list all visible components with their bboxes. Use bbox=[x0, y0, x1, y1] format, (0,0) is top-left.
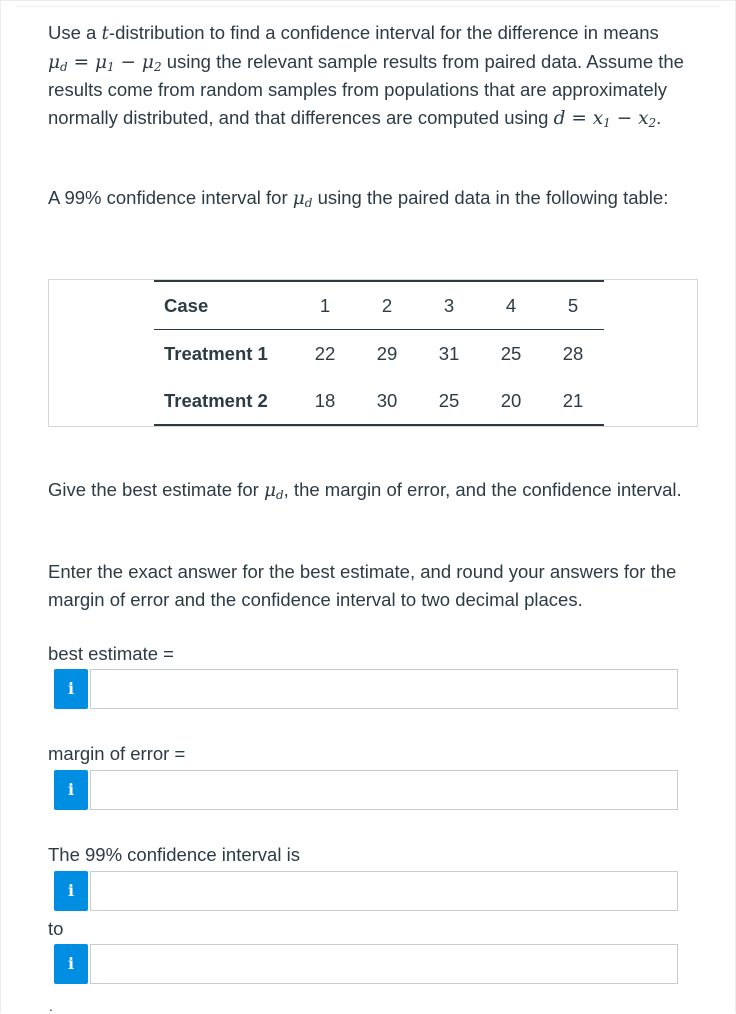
row-label: Treatment 1 bbox=[164, 342, 268, 364]
equals-sign: = bbox=[565, 107, 593, 129]
case-number: 4 bbox=[480, 281, 542, 330]
best-estimate-input[interactable] bbox=[90, 669, 678, 709]
best-estimate-answer bbox=[54, 669, 678, 709]
estimate-text-b: , the margin of error, and the confidence interval. bbox=[283, 479, 682, 500]
mu-glyph: μ bbox=[263, 480, 276, 501]
table-cell: 30 bbox=[356, 377, 418, 425]
case-number: 3 bbox=[418, 281, 480, 330]
trailing-period: . bbox=[49, 998, 53, 1014]
to-label: to bbox=[48, 918, 64, 939]
table-cell: 22 bbox=[314, 342, 336, 364]
info-icon[interactable]: i bbox=[54, 770, 88, 810]
question-intro bbox=[48, 19, 708, 132]
mu-d-symbol bbox=[264, 480, 284, 501]
ci-lower-answer bbox=[54, 871, 678, 911]
table-cell: 25 bbox=[500, 342, 522, 364]
mu-glyph: μ bbox=[292, 188, 305, 209]
table-cell: 29 bbox=[376, 342, 398, 364]
one-subscript: 1 bbox=[107, 59, 115, 74]
two-subscript: 2 bbox=[648, 115, 657, 130]
period: . bbox=[656, 106, 662, 128]
info-icon[interactable]: i bbox=[54, 871, 88, 911]
top-divider bbox=[16, 6, 720, 7]
mu-glyph: μ bbox=[94, 51, 108, 73]
d-subscript: d bbox=[304, 196, 313, 210]
table-header-row bbox=[154, 281, 604, 330]
ci-upper-input[interactable] bbox=[90, 944, 678, 984]
case-number: 2 bbox=[356, 281, 418, 330]
d-subscript: d bbox=[275, 488, 284, 502]
margin-of-error-label: margin of error = bbox=[48, 743, 186, 764]
case-header: Case bbox=[154, 281, 294, 330]
d-subscript: d bbox=[60, 59, 68, 74]
t-symbol: t bbox=[101, 23, 109, 44]
x-glyph: x bbox=[638, 107, 649, 129]
ci-text-b: using the paired data in the following table: bbox=[312, 187, 669, 208]
intro-text-b: -distribution to find a confidence interval for the difference in means bbox=[108, 22, 659, 43]
ci-upper-answer bbox=[54, 944, 678, 984]
estimate-text-a: Give the best estimate for bbox=[48, 479, 264, 500]
margin-of-error-answer bbox=[54, 770, 678, 810]
case-number: 5 bbox=[542, 281, 604, 330]
rounding-instructions: Enter the exact answer for the best estimate, and round your answers for the margin of error and the confidence interval to two decimal places. bbox=[48, 561, 677, 610]
table-cell: 21 bbox=[542, 377, 604, 425]
mu-d-symbol bbox=[48, 52, 68, 73]
table-row bbox=[154, 330, 604, 378]
intro-text-c: using the relevant sample results from paired data. Assume the results come from random samples from populations that are approximately normally distributed, and that differences are computed using bbox=[48, 50, 684, 128]
mu-1-symbol bbox=[95, 52, 115, 73]
minus-sign: − bbox=[114, 51, 142, 73]
table-cell: 25 bbox=[418, 377, 480, 425]
paired-data-table-box bbox=[48, 279, 698, 427]
estimate-prompt bbox=[48, 476, 708, 505]
two-subscript: 2 bbox=[153, 59, 162, 74]
ci-text-a: A 99% confidence interval for bbox=[48, 187, 293, 208]
one-subscript: 1 bbox=[603, 115, 611, 130]
table-cell: 18 bbox=[294, 377, 356, 425]
mu-glyph: μ bbox=[141, 51, 154, 73]
table-row bbox=[154, 377, 604, 425]
mu-d-symbol bbox=[293, 188, 313, 209]
table-cell: 28 bbox=[562, 342, 584, 364]
equals-sign: = bbox=[67, 51, 95, 73]
ci-lower-input[interactable] bbox=[90, 871, 678, 911]
d-variable: d bbox=[553, 107, 566, 129]
row-label: Treatment 2 bbox=[154, 377, 294, 425]
confidence-interval-label: The 99% confidence interval is bbox=[48, 844, 300, 865]
minus-sign: − bbox=[610, 107, 639, 129]
mu-glyph: μ bbox=[48, 51, 61, 73]
intro-text-a: Use a bbox=[48, 22, 102, 43]
info-icon[interactable]: i bbox=[54, 944, 88, 984]
paired-data-table bbox=[154, 280, 604, 426]
case-number: 1 bbox=[294, 281, 356, 330]
table-cell: 20 bbox=[480, 377, 542, 425]
best-estimate-label: best estimate = bbox=[48, 643, 174, 664]
x1-symbol bbox=[593, 108, 611, 129]
x2-symbol bbox=[638, 108, 656, 129]
ci-statement bbox=[48, 184, 708, 213]
mu-2-symbol bbox=[142, 52, 162, 73]
info-icon[interactable]: i bbox=[54, 669, 88, 709]
margin-of-error-input[interactable] bbox=[90, 770, 678, 810]
table-cell: 31 bbox=[438, 342, 460, 364]
x-glyph: x bbox=[592, 107, 604, 129]
